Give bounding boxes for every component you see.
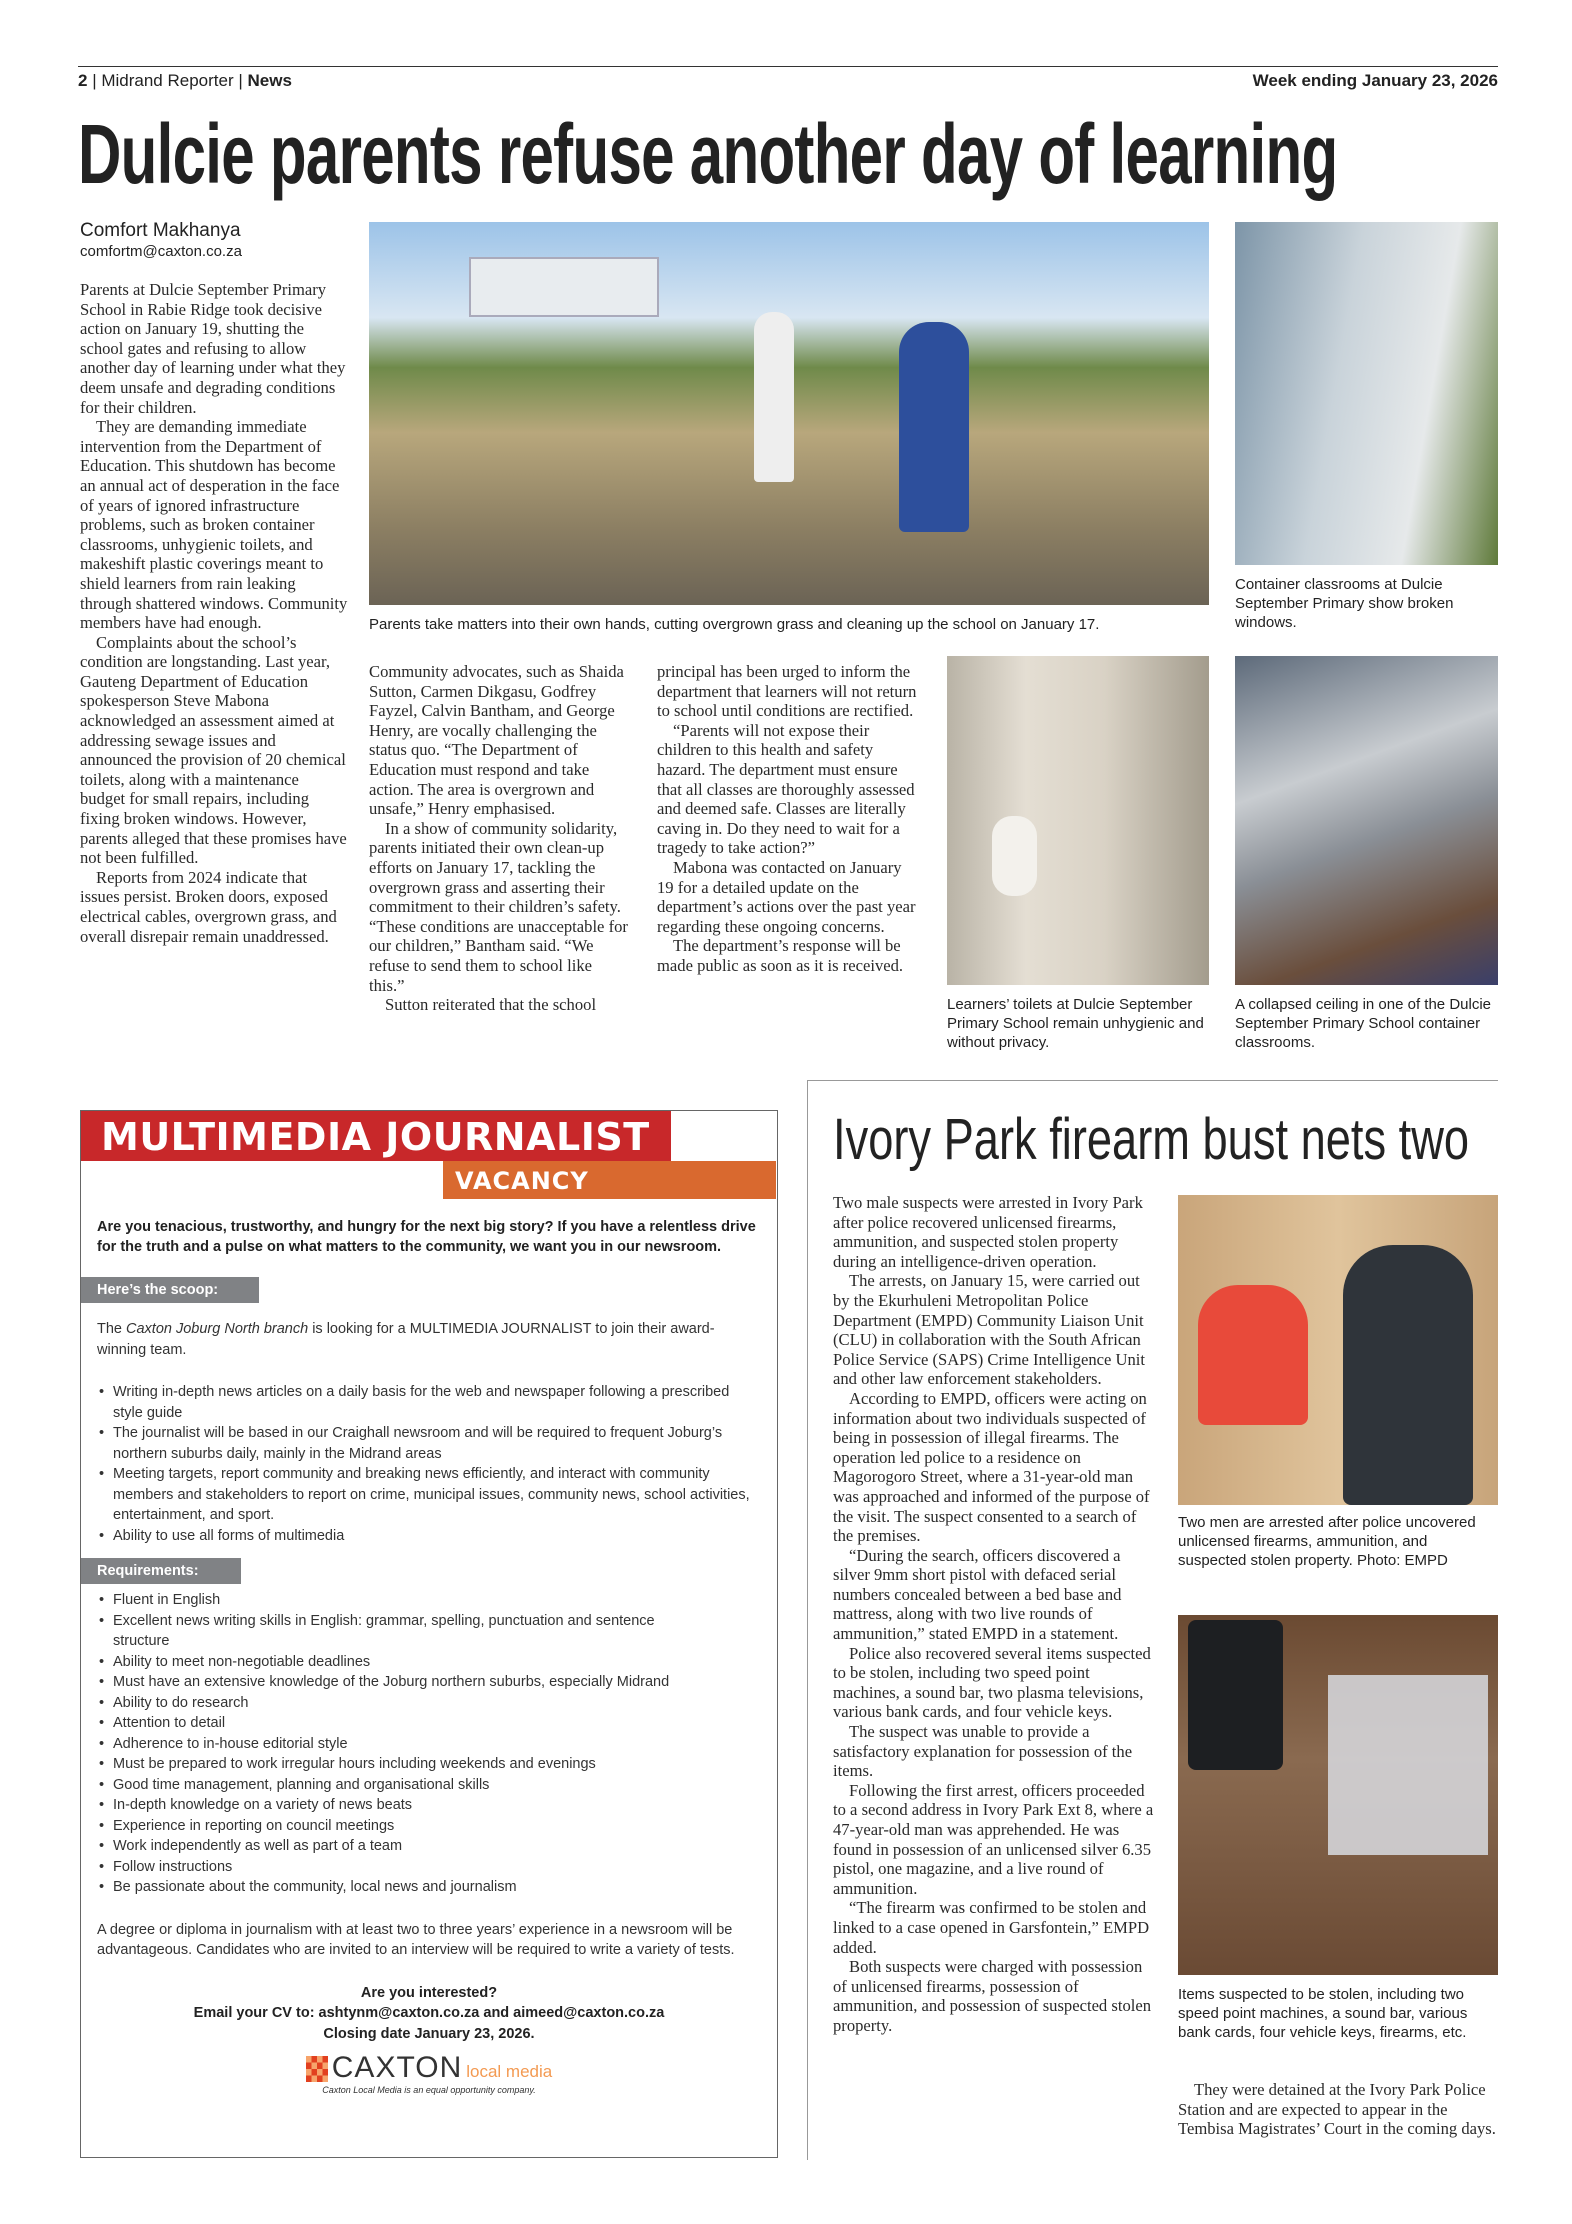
equal-opportunity-note: Caxton Local Media is an equal opportunity company. bbox=[322, 2085, 536, 2095]
requirements-list bbox=[97, 1590, 761, 1898]
article1-column-1: Parents at Dulcie September Primary School in Rabie Ridge took decisive action on January 19, shutting the school gates and refusing to allow another day of learning under what they deem unsafe and degrading conditions for their children. They are demanding immediate intervention from the Department of Education. This shutdown has become an annual act of desperation in the face of years of ignored infrastructure problems, such as broken container classrooms, unhygienic toilets, and makeshift plastic coverings meant to shield learners from rain leaking through shattered windows. Community members have had enough. Complaints about the school’s condition are longstanding. Last year, Gauteng Department of Education spokesperson Steve Mabona acknowledged an assessment aimed at addressing sewage issues and announced the provision of 20 chemical toilets, along with a maintenance budget for small repairs, including fixing broken windows. However, parents alleged that these promises have not been fulfilled. Reports from 2024 indicate that issues persist. Broken doors, exposed electrical cables, overgrown grass, and overall disrepair remain unaddressed. bbox=[80, 280, 348, 946]
byline bbox=[80, 220, 242, 262]
person-figure bbox=[754, 312, 794, 482]
scoop-heading: Here’s the scoop: bbox=[81, 1277, 259, 1303]
section-divider bbox=[807, 1080, 1498, 1081]
list-item: • Experience in reporting on council meetings bbox=[97, 1816, 761, 1837]
ad-cta bbox=[81, 1983, 777, 2045]
caxton-logo bbox=[81, 2051, 777, 2084]
header-left: 2 | Midrand Reporter | News bbox=[78, 71, 292, 90]
article1-column-3: principal has been urged to inform the department that learners will not return to school until conditions are rectified. “Parents will not expose their children to this health and safety hazard. The department must ensure that all classes are thoroughly assessed and deemed safe. Classes are literally caving in. Do they need to wait for a tragedy to take action?” Mabona was contacted on January 19 for a detailed update on the department’s actions over the past year regarding these ongoing concerns. The department’s response will be made public as soon as it is received. bbox=[657, 662, 917, 975]
cleanup-photo bbox=[369, 222, 1209, 605]
toilets-photo-caption: Learners’ toilets at Dulcie September Primary School remain unhygienic and without privacy. bbox=[947, 996, 1204, 1051]
person-figure bbox=[1198, 1285, 1308, 1425]
items-photo-caption: Items suspected to be stolen, including two speed point machines, a sound bar, various bank cards, four vehicle keys, firearms, etc. bbox=[1178, 1986, 1468, 2041]
ad-vacancy-label: VACANCY bbox=[443, 1161, 776, 1199]
header-date: Week ending January 23, 2026 bbox=[1252, 71, 1498, 90]
list-item: • Adherence to in-house editorial style bbox=[97, 1734, 761, 1755]
collapsed-ceiling-photo bbox=[1235, 656, 1498, 985]
list-item: • Ability to meet non-negotiable deadlines bbox=[97, 1652, 761, 1673]
author-name: Comfort Makhanya bbox=[80, 220, 241, 241]
list-item: • Attention to detail bbox=[97, 1713, 761, 1734]
device-figure bbox=[1188, 1620, 1283, 1770]
article2-headline: Ivory Park firearm bust nets two bbox=[833, 1107, 1470, 1172]
ad-title: MULTIMEDIA JOURNALIST bbox=[81, 1111, 671, 1161]
cleanup-photo-caption: Parents take matters into their own hands, cutting overgrown grass and cleaning up the school on January 17. bbox=[369, 616, 1100, 633]
list-item: • Must be prepared to work irregular hours including weekends and evenings bbox=[97, 1754, 761, 1775]
list-item: • Writing in-depth news articles on a daily basis for the web and newspaper following a prescribed style guide bbox=[97, 1382, 761, 1423]
ceiling-photo-caption: A collapsed ceiling in one of the Dulcie September Primary School container classrooms. bbox=[1235, 996, 1491, 1051]
list-item: • Meeting targets, report community and breaking news efficiently, and interact with community members and stakeholders to report on crime, municipal issues, community news, school activities, entertainment, and sport. bbox=[97, 1464, 761, 1526]
arrest-photo bbox=[1178, 1195, 1498, 1505]
article2-column-1: Two male suspects were arrested in Ivory Park after police recovered unlicensed firearms, ammunition, and suspected stolen property during an intelligence-driven operation. The arrests, on January 15, were carried out by the Ekurhuleni Metropolitan Police Department (EMPD) Community Liaison Unit (CLU) in collaboration with the South African Police Service (SAPS) Crime Intelligence Unit and other law enforcement stakeholders. According to EMPD, officers were acting on information about two individuals suspected of being in possession of illegal firearms. The operation led police to a residence on Magorogoro Street, where a 31-year-old man was approached and informed of the purpose of the visit. The suspect consented to a search of the premises. “During the search, officers discovered a silver 9mm short pistol with defaced serial numbers concealed between a bed base and mattress, along with two live rounds of ammunition,” stated EMPD in a statement. Police also recovered several items suspected to be stolen, including two speed point machines, a sound bar, two plasma televisions, various bank cards, and four vehicle keys. The suspect was unable to provide a satisfactory explanation for possession of the items. Following the first arrest, officers proceeded to a second address in Ivory Park Ext 8, where a 47-year-old man was apprehended. He was found in possession of an unlicensed silver 6.35 pistol, one magazine, and a live round of ammunition. “The firearm was confirmed to be stolen and linked to a case opened in Garsfontein,” EMPD added. Both suspects were charged with possession of unlicensed firearms, possession of ammunition, and possession of suspected stolen property. bbox=[833, 1193, 1154, 2035]
logo-sub-text: local media bbox=[466, 2062, 553, 2081]
container-photo-caption: Container classrooms at Dulcie September Primary show broken windows. bbox=[1235, 576, 1454, 631]
list-item: • Must have an extensive knowledge of the Joburg northern suburbs, especially Midrand bbox=[97, 1672, 697, 1693]
person-figure bbox=[1343, 1245, 1473, 1505]
logo-main-text: CAXTON bbox=[331, 2051, 463, 2084]
list-item: • Ability to use all forms of multimedia bbox=[97, 1526, 761, 1547]
container-building bbox=[469, 257, 659, 317]
list-item: • Be passionate about the community, local news and journalism bbox=[97, 1877, 761, 1898]
list-item: • Work independently as well as part of a team bbox=[97, 1836, 761, 1857]
container-classroom-photo bbox=[1235, 222, 1498, 565]
job-vacancy-ad bbox=[80, 1110, 778, 2158]
evidence-bag bbox=[1328, 1675, 1488, 1855]
article2-column-2: They were detained at the Ivory Park Police Station and are expected to appear in the Tembisa Magistrates’ Court in the coming days. bbox=[1178, 2080, 1496, 2139]
list-item: • The journalist will be based in our Craighall newsroom and will be required to frequent Joburg’s northern suburbs daily, mainly in the Midrand areas bbox=[97, 1423, 761, 1464]
toilet-figure bbox=[992, 816, 1037, 896]
list-item: • Good time management, planning and organisational skills bbox=[97, 1775, 761, 1796]
list-item: • In-depth knowledge on a variety of news beats bbox=[97, 1795, 761, 1816]
list-item: • Follow instructions bbox=[97, 1857, 761, 1878]
scoop-text: The Caxton Joburg North branch is looking for a MULTIMEDIA JOURNALIST to join their award-winning team. bbox=[97, 1321, 715, 1358]
duties-list bbox=[97, 1382, 761, 1546]
list-item: • Excellent news writing skills in English: grammar, spelling, punctuation and sentence structure bbox=[97, 1611, 697, 1652]
requirements-heading: Requirements: bbox=[81, 1558, 241, 1584]
email-line: Email your CV to: ashtynm@caxton.co.za and aimeed@caxton.co.za bbox=[193, 2005, 665, 2021]
column-divider bbox=[807, 1080, 808, 2160]
article1-column-2: Community advocates, such as Shaida Sutton, Carmen Dikgasu, Godfrey Fayzel, Calvin Bantham, and George Henry, are vocally challenging the status quo. “The Department of Education must respond and take action. The area is overgrown and unsafe,” Henry emphasised. In a show of community solidarity, parents initiated their own clean-up efforts on January 17, tackling the overgrown grass and asserting their commitment to their children’s safety. “These conditions are unacceptable for our children,” Bantham said. “We refuse to send them to school like this.” Sutton reiterated that the school bbox=[369, 662, 628, 1015]
person-figure bbox=[899, 322, 969, 532]
caxton-logo-icon bbox=[306, 2056, 328, 2082]
article-headline: Dulcie parents refuse another day of learning bbox=[78, 107, 1338, 201]
stolen-items-photo bbox=[1178, 1615, 1498, 1975]
ad-intro: Are you tenacious, trustworthy, and hungry for the next big story? If you have a relentless drive for the truth and a pulse on what matters to the community, we want you in our newsroom. bbox=[97, 1219, 756, 1255]
page-header bbox=[78, 66, 1498, 91]
author-email: comfortm@caxton.co.za bbox=[80, 243, 242, 260]
toilets-photo bbox=[947, 656, 1209, 985]
list-item: • Fluent in English bbox=[97, 1590, 761, 1611]
closing-date: Closing date January 23, 2026. bbox=[323, 2025, 535, 2042]
arrest-photo-caption: Two men are arrested after police uncovered unlicensed firearms, ammunition, and suspected stolen property. Photo: EMPD bbox=[1178, 1514, 1476, 1569]
qualification-text: A degree or diploma in journalism with at least two to three years’ experience in a newsroom will be advantageous. Candidates who are invited to an interview will be required to write a variety of tests. bbox=[97, 1921, 735, 1958]
cta-question: Are you interested? bbox=[360, 1984, 498, 2001]
list-item: • Ability to do research bbox=[97, 1693, 761, 1714]
